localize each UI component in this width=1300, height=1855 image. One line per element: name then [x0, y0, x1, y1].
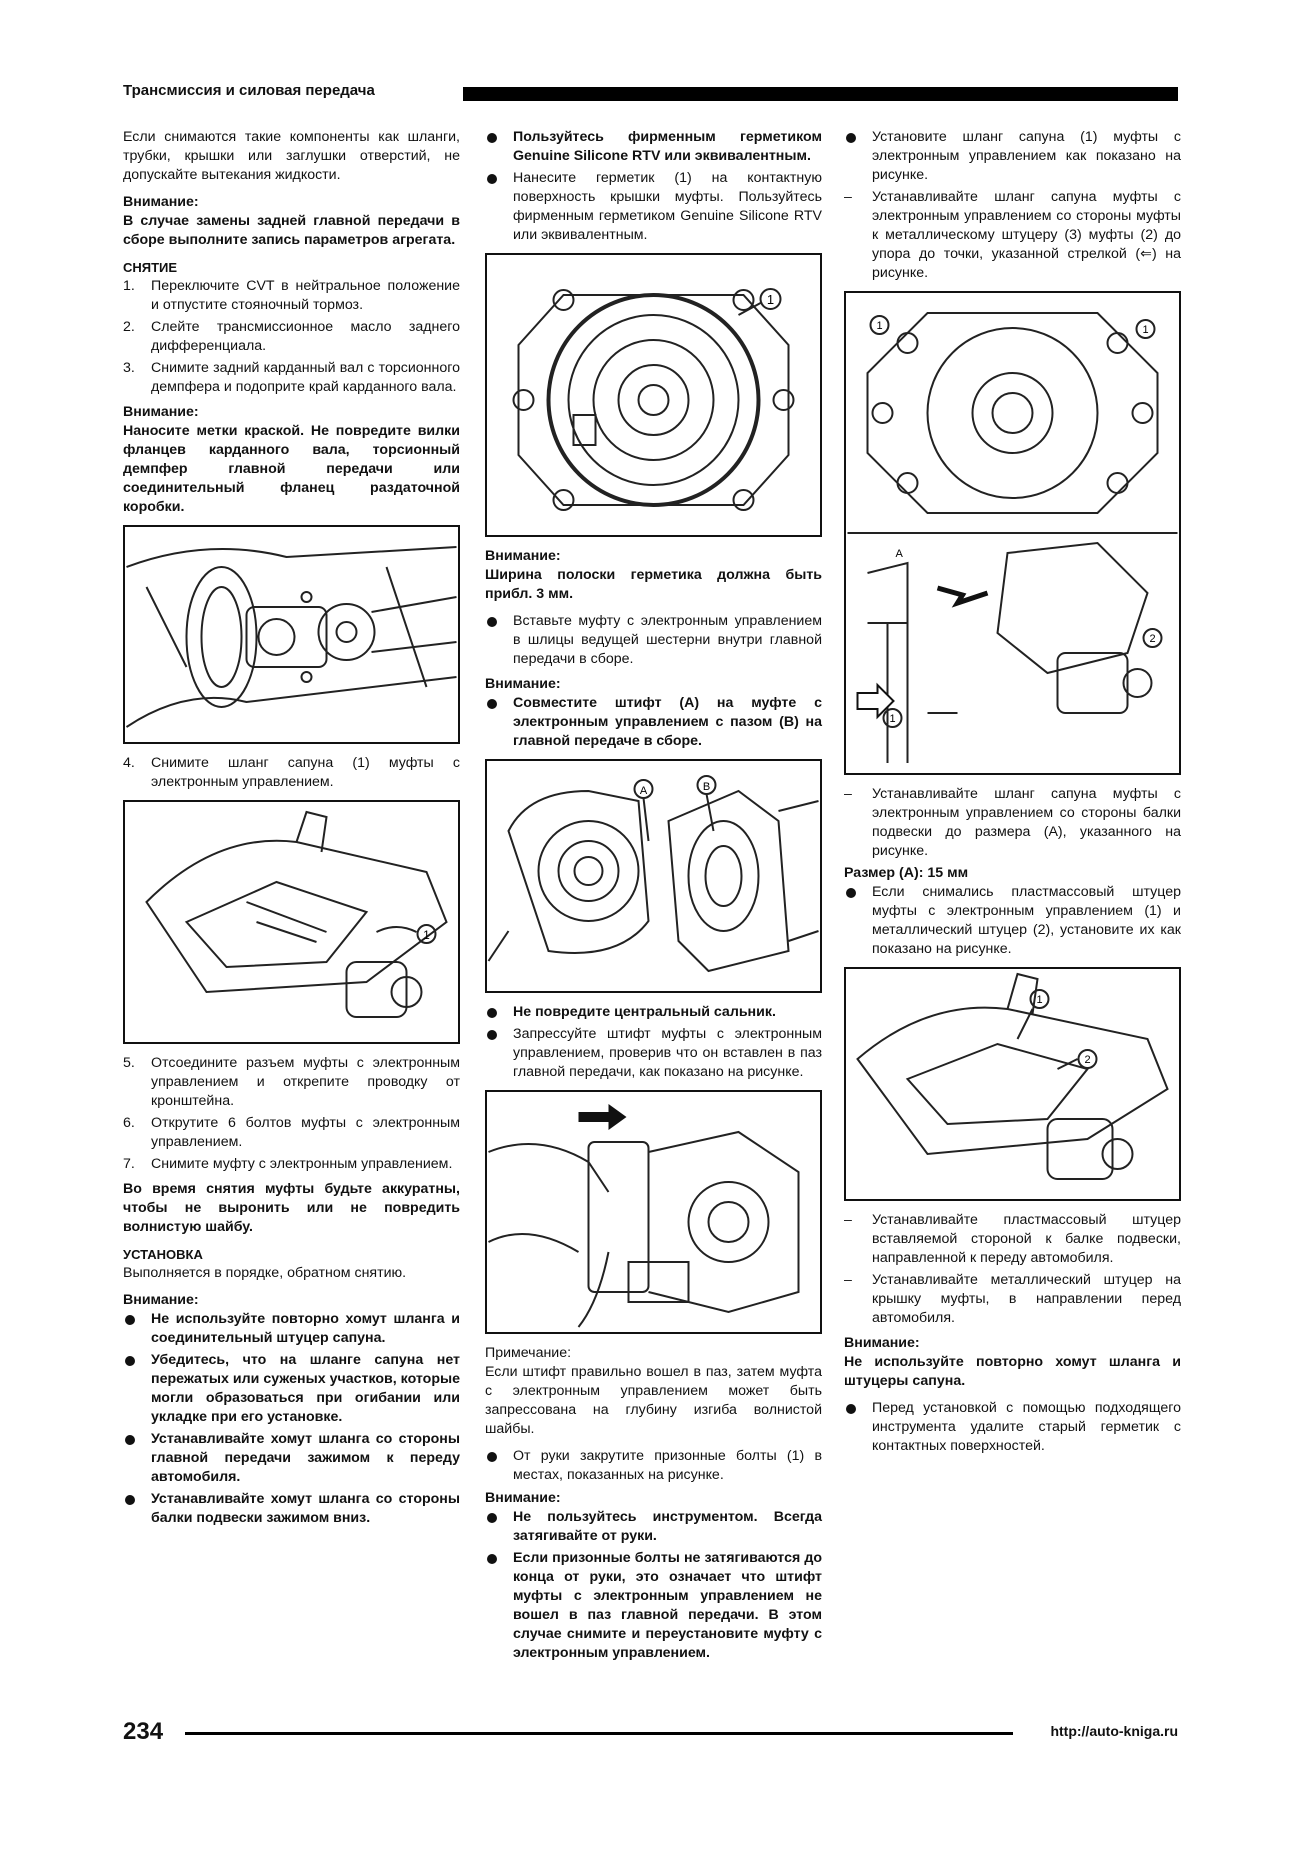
page-footer	[123, 1718, 1178, 1748]
dash-item: – Устанавливайте металлический штуцер на крышку муфты, в направлении перед автомобиля.	[844, 1272, 1181, 1326]
attention-text: В случае замены задней главной передачи в сборе выполните запись параметров агрегата.	[123, 213, 460, 248]
rear-diff-drawing	[125, 802, 458, 1042]
install-text: Выполняется в порядке, обратном снятию.	[123, 1265, 407, 1281]
bullet-item: Пользуйтесь фирменным герметиком Genuine Silicone RTV или эквивалентным.	[485, 128, 822, 166]
bullet-item: Устанавливайте хомут шланга со стороны главной передачи зажимом к переду автомобиля.	[123, 1430, 460, 1487]
attention-text: Наносите метки краской. Не повредите вилки фланцев карданного вала, торсионный демпфер главной передачи или соединительный фланец раздаточной коробки.	[123, 423, 460, 515]
dash-item: – Устанавливайте пластмассовый штуцер вставляемой стороной к балке подвески, направленной к переду автомобиля.	[844, 1212, 1181, 1266]
clutch-cover-drawing	[487, 255, 820, 535]
footer-rule	[185, 1732, 1013, 1735]
callout-1: 1	[423, 928, 430, 942]
breather-install-drawing	[846, 293, 1179, 773]
attention-label: Внимание:	[485, 548, 561, 564]
pin-groove-drawing	[487, 761, 820, 991]
callout-a: A	[639, 785, 648, 797]
figure-sealant	[485, 253, 822, 537]
bullet-item: Нанесите герметик (1) на контактную поверхность крышки муфты. Пользуйтесь фирменным герметиком Genuine Silicone RTV или эквивалентным.	[485, 169, 822, 245]
attention-text: Ширина полоски герметика должна быть прибл. 3 мм.	[485, 567, 822, 602]
page-number: 234	[123, 1718, 164, 1745]
figure-propeller-shaft	[123, 525, 460, 744]
column-3	[844, 128, 1181, 1459]
attention-label: Внимание:	[485, 1490, 561, 1506]
step-item: 2. Слейте трансмиссионное масло заднего дифференциала.	[123, 319, 460, 354]
bullet-item: Устанавливайте хомут шланга со стороны балки подвески зажимом вниз.	[123, 1490, 460, 1528]
figure-breather-hose	[123, 800, 460, 1044]
bullet-item: Если призонные болты не затягиваются до конца от руки, это означает что штифт муфты с электронным управлением не вошел в паз главной передачи. В этом случае снимите и переустановите муфту с электронным управлением.	[485, 1549, 822, 1663]
step-item: 1. Переключите CVT в нейтральное положение и отпустите стояночный тормоз.	[123, 278, 460, 313]
section-title: Трансмиссия и силовая передача	[123, 82, 375, 99]
attention-text: Не используйте повторно хомут шланга и штуцеры сапуна.	[844, 1354, 1181, 1389]
step-item: 7. Снимите муфту с электронным управлением.	[123, 1156, 453, 1172]
bullet-item: Совместите штифт (A) на муфте с электронным управлением с пазом (B) на главной передаче в сборе.	[485, 694, 822, 751]
dash-item: – Устанавливайте шланг сапуна муфты с электронным управлением со стороны балки подвески до размера (A), указанного на рисунке.	[844, 786, 1181, 859]
callout-2: 2	[1084, 1054, 1091, 1066]
header-bar	[463, 87, 1178, 101]
note-text: Если штифт правильно вошел в паз, затем муфта с электронным управлением может быть запрессована на глубину изгиба волнистой шайбы.	[485, 1364, 822, 1437]
callout-1: 1	[766, 292, 775, 307]
column-1	[123, 128, 460, 1531]
callout-1: 1	[1142, 324, 1149, 336]
callout-b: B	[702, 781, 711, 793]
bullet-item: Не повредите центральный сальник.	[485, 1003, 822, 1022]
step-item: 4. Снимите шланг сапуна (1) муфты с электронным управлением.	[123, 755, 460, 790]
careful-text: Во время снятия муфты будьте аккуратны, чтобы не выронить или не повредить волнистую шайбу.	[123, 1181, 460, 1235]
figure-pin-groove	[485, 759, 822, 993]
bullet-item: Если снимались пластмассовый штуцер муфты с электронным управлением (1) и металлический штуцер (2), установите их как показано на рисунке.	[844, 883, 1181, 959]
step-item: 3. Снимите задний карданный вал с торсионного демпфера и подоприте край карданного вала.	[123, 360, 460, 395]
callout-a: A	[895, 548, 903, 560]
attention-label: Внимание:	[844, 1335, 920, 1351]
footer-url: http://auto-kniga.ru	[1050, 1723, 1178, 1739]
figure-fittings	[844, 967, 1181, 1201]
dash-item: – Устанавливайте шланг сапуна муфты с электронным управлением со стороны муфты к металлическому штуцеру (3) муфты (2) до упора до точки, указанной стрелкой (⇐) на рисунке.	[844, 189, 1181, 281]
arrow-icon	[938, 588, 988, 603]
callout-1: 1	[1036, 994, 1043, 1006]
step-item: 5. Отсоедините разъем муфты с электронным управлением и открепите проводку от кронштейна.	[123, 1055, 460, 1109]
press-pin-drawing	[487, 1092, 820, 1332]
bullet-item: Перед установкой с помощью подходящего инструмента удалите старый герметик с контактных поверхностей.	[844, 1399, 1181, 1456]
bullet-item: Убедитесь, что на шланге сапуна нет пережатых или суженых участков, которые могли образоваться при огибании или укладке при его установке.	[123, 1351, 460, 1427]
figure-press-pin	[485, 1090, 822, 1334]
intro-text: Если снимаются такие компоненты как шланги, трубки, крышки или заглушки отверстий, не допускайте вытекания жидкости.	[123, 129, 460, 183]
fittings-drawing	[846, 969, 1179, 1199]
bullet-item: Не используйте повторно хомут шланга и соединительный штуцер сапуна.	[123, 1310, 460, 1348]
bullet-item: Запрессуйте штифт муфты с электронным управлением, проверив что он вставлен в паз главной передачи, как показано на рисунке.	[485, 1025, 822, 1082]
attention-label: Внимание:	[123, 404, 199, 420]
page-header	[123, 82, 1178, 104]
size-text: Размер (A): 15 мм	[844, 865, 969, 881]
callout-1: 1	[889, 713, 896, 725]
bullet-item: Установите шланг сапуна (1) муфты с электронным управлением как показано на рисунке.	[844, 128, 1181, 185]
install-heading: УСТАНОВКА	[123, 1247, 203, 1262]
attention-label: Внимание:	[123, 1292, 199, 1308]
figure-breather-install	[844, 291, 1181, 775]
step-item: 6. Открутите 6 болтов муфты с электронным управлением.	[123, 1115, 460, 1150]
bullet-item: От руки закрутите призонные болты (1) в местах, показанных на рисунке.	[485, 1447, 822, 1485]
attention-label: Внимание:	[485, 676, 561, 692]
bullet-item: Не пользуйтесь инструментом. Всегда затягивайте от руки.	[485, 1508, 822, 1546]
bullet-item: Вставьте муфту с электронным управлением в шлицы ведущей шестерни внутри главной передачи в сборе.	[485, 612, 822, 669]
propeller-shaft-drawing	[125, 527, 458, 742]
callout-2: 2	[1149, 633, 1156, 645]
attention-label: Внимание:	[123, 194, 199, 210]
removal-heading: СНЯТИЕ	[123, 260, 178, 275]
column-2	[485, 128, 822, 1666]
arrow-icon	[579, 1104, 627, 1130]
note-label: Примечание:	[485, 1345, 572, 1361]
callout-1: 1	[876, 320, 883, 332]
